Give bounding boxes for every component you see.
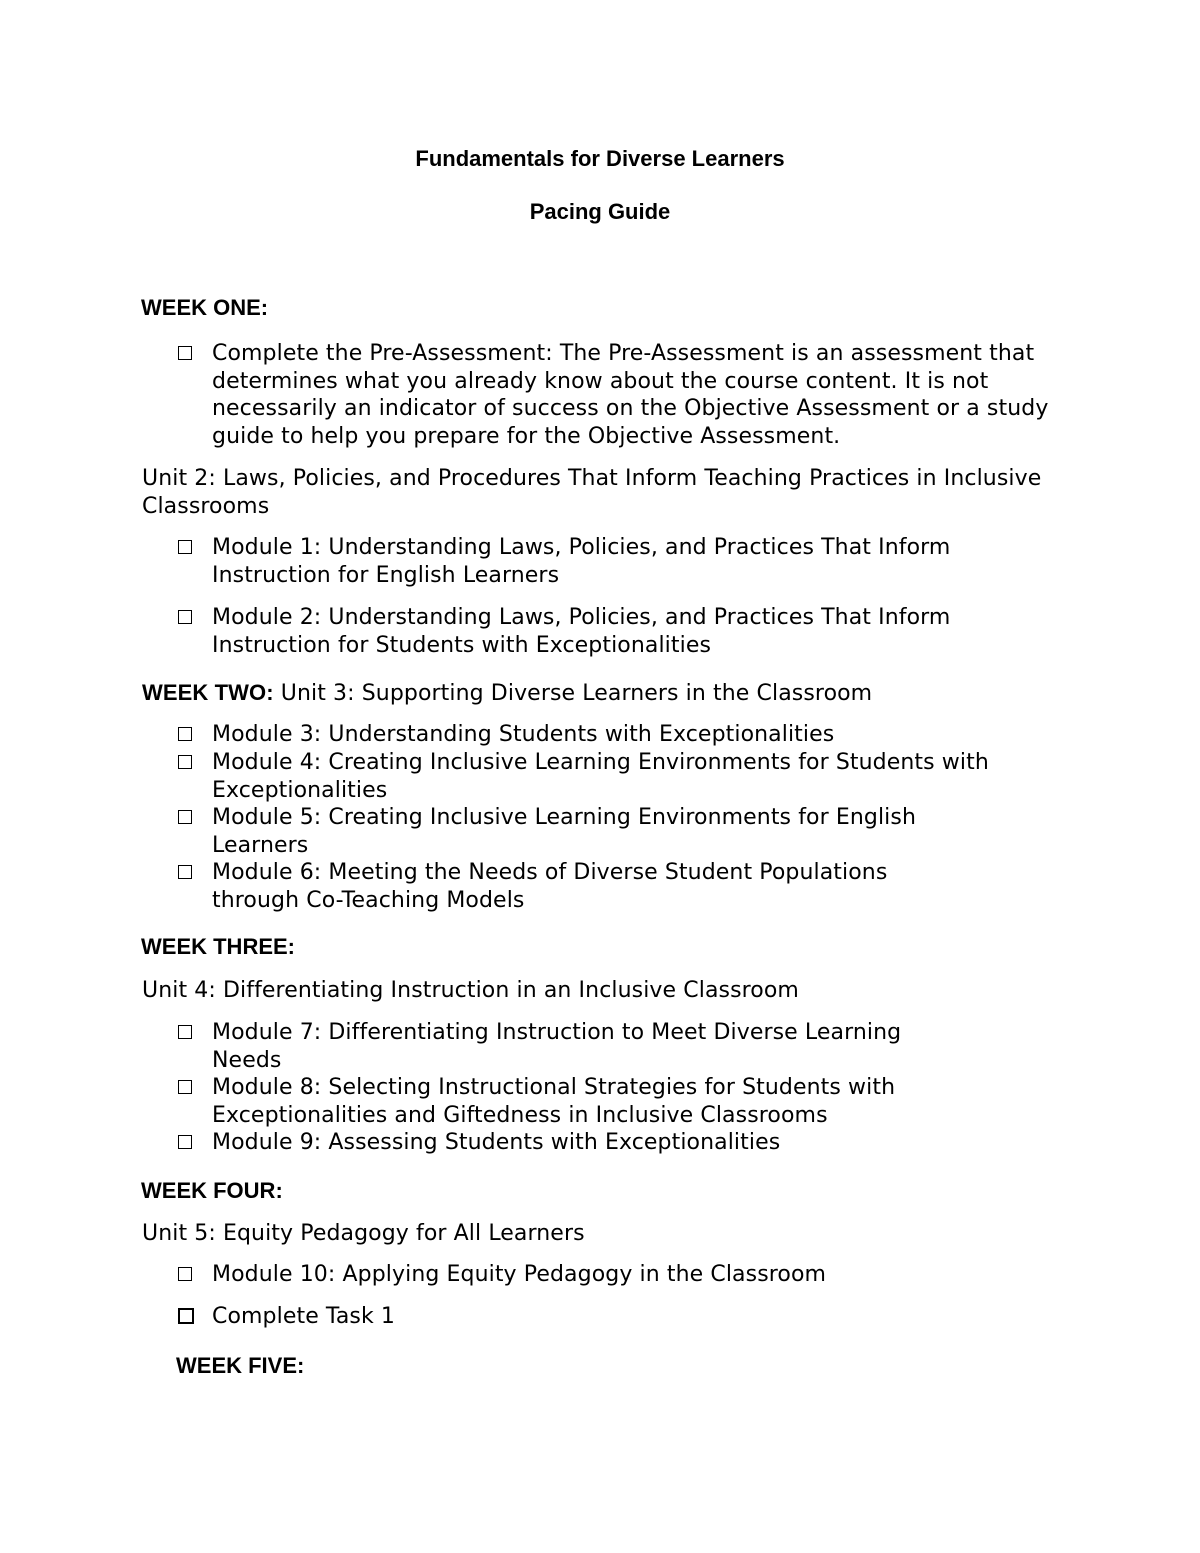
unit-5-title: Unit 5: Equity Pedagogy for All Learners bbox=[142, 1221, 585, 1246]
checkbox-icon[interactable] bbox=[178, 610, 192, 624]
checklist-item-label: Complete the Pre-Assessment: The Pre-Assessment is an assessment that determines what you already know about the course content. It is not necessarily an indicator of success on the Objective Assessment or a study guide to help you prepare for the Objective Assessment. bbox=[212, 341, 1049, 449]
checkbox-icon[interactable] bbox=[178, 727, 192, 741]
week-one-heading: WEEK ONE: bbox=[141, 295, 269, 320]
unit-3-title: Unit 3: Supporting Diverse Learners in the Classroom bbox=[280, 681, 873, 706]
checklist-item-module-8 bbox=[178, 1074, 1078, 1129]
checklist-item-module-9 bbox=[178, 1129, 1078, 1157]
checklist-item-pre-assessment bbox=[178, 340, 1078, 450]
checkbox-icon[interactable] bbox=[178, 1267, 192, 1281]
checklist-item-task-1 bbox=[178, 1303, 1078, 1331]
checklist-item-module-3 bbox=[178, 721, 1078, 749]
unit-2-title: Unit 2: Laws, Policies, and Procedures That Inform Teaching Practices in Inclusive Classrooms bbox=[142, 466, 1042, 519]
week-two-line bbox=[142, 679, 1142, 708]
checklist-item-label: Module 2: Understanding Laws, Policies, and Practices That Inform Instruction for Students with Exceptionalities bbox=[212, 605, 951, 658]
week-two-heading: WEEK TWO: bbox=[142, 680, 274, 705]
checkbox-icon[interactable] bbox=[178, 1308, 194, 1324]
checklist-item-module-10 bbox=[178, 1261, 1078, 1289]
checklist-item-module-2 bbox=[178, 604, 1078, 659]
checklist-item-module-7 bbox=[178, 1019, 1078, 1074]
checklist-item-module-4 bbox=[178, 749, 1078, 804]
checkbox-icon[interactable] bbox=[178, 540, 192, 554]
document-title: Fundamentals for Diverse Learners bbox=[415, 146, 785, 171]
checklist-item-label: Module 8: Selecting Instructional Strategies for Students with Exceptionalities and Giftedness in Inclusive Classrooms bbox=[212, 1075, 896, 1128]
document-subtitle: Pacing Guide bbox=[529, 199, 671, 224]
checkbox-icon[interactable] bbox=[178, 810, 192, 824]
checkbox-icon[interactable] bbox=[178, 1080, 192, 1094]
checklist-item-label: Module 7: Differentiating Instruction to Meet Diverse Learning Needs bbox=[212, 1020, 902, 1073]
checklist-item-label: Module 6: Meeting the Needs of Diverse Student Populations through Co-Teaching Models bbox=[212, 860, 888, 913]
unit-4-title: Unit 4: Differentiating Instruction in an Inclusive Classroom bbox=[142, 978, 799, 1003]
checkbox-icon[interactable] bbox=[178, 1025, 192, 1039]
checklist-item-label: Module 5: Creating Inclusive Learning Environments for English Learners bbox=[212, 805, 916, 858]
checklist-item-label: Complete Task 1 bbox=[212, 1304, 395, 1329]
checklist-item-label: Module 3: Understanding Students with Exceptionalities bbox=[212, 722, 835, 747]
checklist-item-label: Module 4: Creating Inclusive Learning Environments for Students with Exceptionalities bbox=[212, 750, 989, 803]
checkbox-icon[interactable] bbox=[178, 1135, 192, 1149]
week-three-heading: WEEK THREE: bbox=[141, 934, 295, 959]
checklist-item-label: Module 1: Understanding Laws, Policies, and Practices That Inform Instruction for English Learners bbox=[212, 535, 951, 588]
week-five-heading: WEEK FIVE: bbox=[176, 1353, 305, 1378]
checklist-item-module-1 bbox=[178, 534, 1078, 589]
checkbox-icon[interactable] bbox=[178, 346, 192, 360]
checklist-item-module-5 bbox=[178, 804, 1078, 859]
checklist-item-label: Module 10: Applying Equity Pedagogy in the Classroom bbox=[212, 1262, 827, 1287]
checklist-item-label: Module 9: Assessing Students with Exceptionalities bbox=[212, 1130, 781, 1155]
checkbox-icon[interactable] bbox=[178, 865, 192, 879]
checklist-item-module-6 bbox=[178, 859, 1078, 914]
week-four-heading: WEEK FOUR: bbox=[141, 1178, 283, 1203]
checkbox-icon[interactable] bbox=[178, 755, 192, 769]
